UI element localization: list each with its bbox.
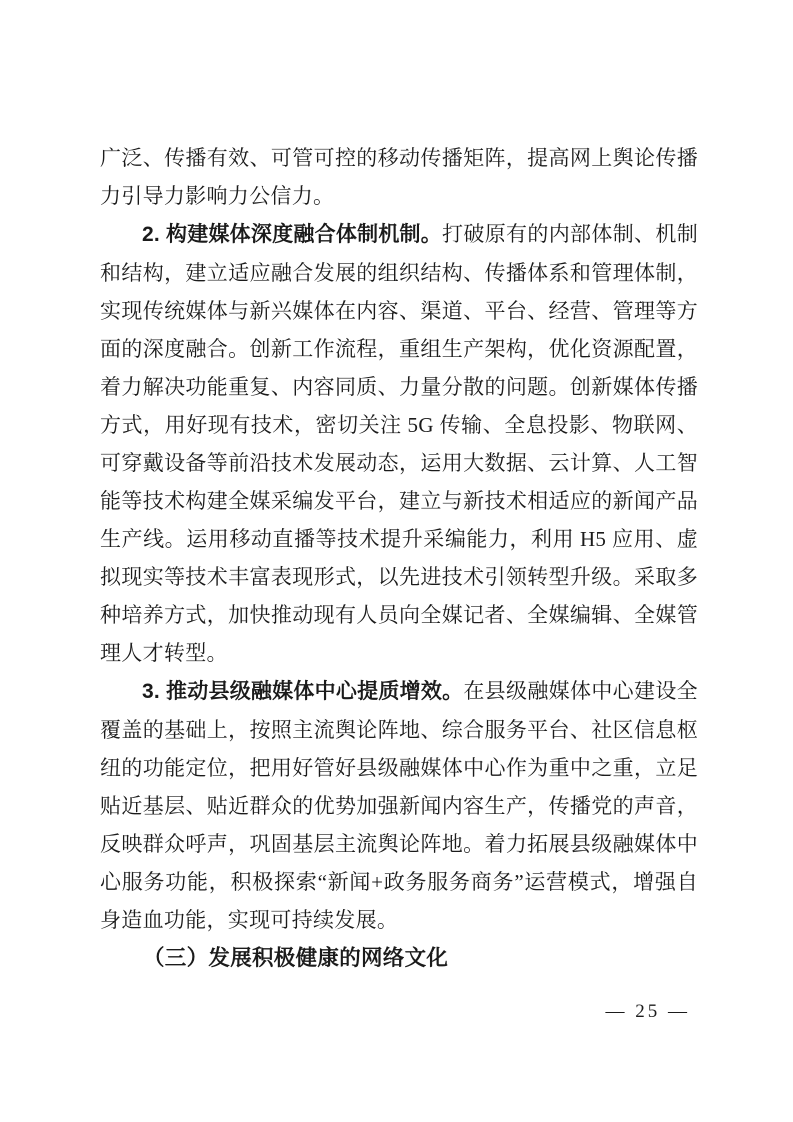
paragraph-item-3-body: 在县级融媒体中心建设全覆盖的基础上，按照主流舆论阵地、综合服务平台、社区信息枢纽的功能定位，把用好管好县级融媒体中心作为重中之重，立足贴近基层、贴近群众的优势加强新闻内容生产，传播党的声音，反映群众呼声，巩固基层主流舆论阵地。着力拓展县级融媒体中心服务功能，积极探索“新闻+政务服务商务”运营模式，增强自身造血功能，实现可持续发展。 [100, 679, 698, 932]
paragraph-item-2 [100, 215, 698, 672]
paragraph-item-3 [100, 672, 698, 939]
paragraph-item-2-body: 打破原有的内部体制、机制和结构，建立适应融合发展的组织结构、传播体系和管理体制，实现传统媒体与新兴媒体在内容、渠道、平台、经营、管理等方面的深度融合。创新工作流程，重组生产架构，优化资源配置，着力解决功能重复、内容同质、力量分散的问题。创新媒体传播方式，用好现有技术，密切关注 5G 传输、全息投影、物联网、可穿戴设备等前沿技术发展动态，运用大数据、云计算、人工智能等技术构建全媒采编发平台，建立与新技术相适应的新闻产品生产线。运用移动直播等技术提升采编能力，利用 H5 应用、虚拟现实等技术丰富表现形式，以先进技术引领转型升级。采取多种培养方式，加快推动现有人员向全媒记者、全媒编辑、全媒管理人才转型。 [100, 222, 699, 665]
paragraph-continuation-text: 广泛、传播有效、可管可控的移动传播矩阵，提高网上舆论传播力引导力影响力公信力。 [100, 146, 698, 208]
paragraph-continuation [100, 139, 698, 215]
document-body [100, 139, 698, 977]
section-heading: （三）发展积极健康的网络文化 [143, 946, 449, 970]
paragraph-item-3-lead: 3. 推动县级融媒体中心提质增效。 [142, 680, 464, 703]
page-number: — 25 — [605, 1001, 690, 1022]
paragraph-item-2-lead: 2. 构建媒体深度融合体制机制。 [142, 223, 443, 246]
